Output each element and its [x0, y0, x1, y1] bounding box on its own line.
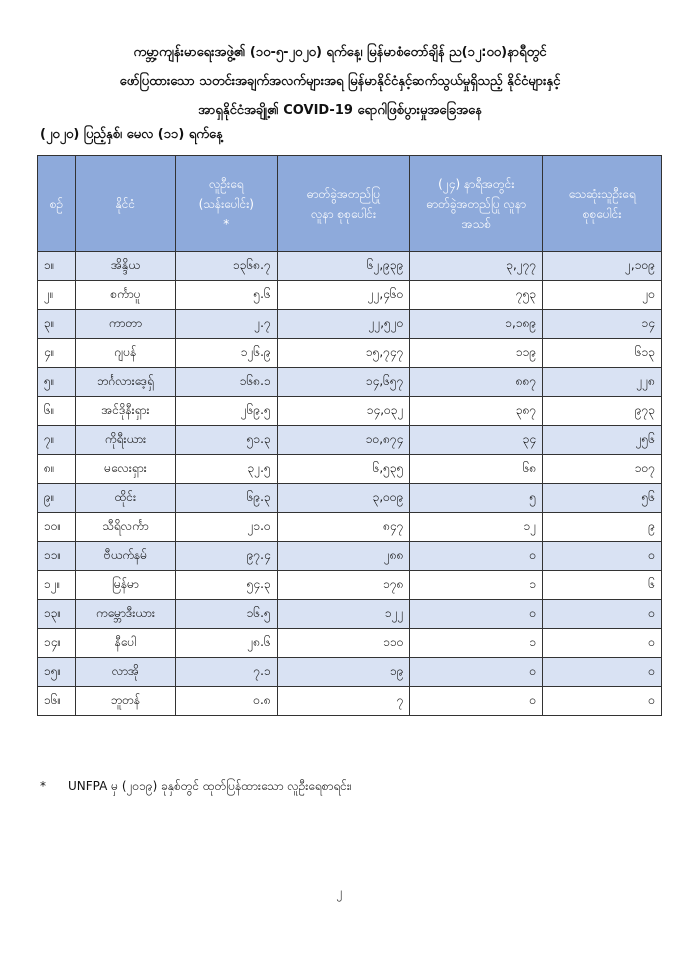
cell-new-cases: ၀: [410, 658, 543, 687]
cell-no: ၅။: [38, 368, 76, 397]
cell-no: ၁၀။: [38, 513, 76, 542]
cell-population: ၅.၆: [175, 281, 277, 310]
header-line-1: ကမ္ဘာ့ကျန်းမာရေးအဖွဲ့၏ (၁၀-၅-၂၀၂၀) ရက်နေ့၊ မြန်မာစံတော်ချိန် ည(၁၂:၀၀)နာရီတွင်: [133, 45, 547, 60]
cell-new-cases: ၀: [410, 542, 543, 571]
cell-confirmed: ၁၇၈: [277, 571, 410, 600]
cell-confirmed: ၈၄၇: [277, 513, 410, 542]
cell-population: ၅၄.၃: [175, 571, 277, 600]
cell-no: ၁၁။: [38, 542, 76, 571]
cell-new-cases: ၁၂: [410, 513, 543, 542]
cell-new-cases: ၅: [410, 484, 543, 513]
cell-population: ၀.၈: [175, 687, 277, 716]
header-line-2: ဖော်ပြထားသော သတင်းအချက်အလက်များအရ မြန်မာနိုင်ငံနှင့်ဆက်သွယ်မှုရှိသည့် နိုင်ငံများနှင့်: [119, 74, 561, 89]
table-body: [38, 252, 662, 716]
footnote: [40, 778, 352, 796]
cell-new-cases: ၀: [410, 600, 543, 629]
cell-no: ၄။: [38, 339, 76, 368]
cell-country: နီပေါ: [75, 629, 175, 658]
cell-no: ၈။: [38, 455, 76, 484]
cell-confirmed: ၁၂၂: [277, 600, 410, 629]
table-row: [38, 600, 662, 629]
cell-deaths: ၅၆: [543, 484, 662, 513]
cell-deaths: ၂၂၈: [543, 368, 662, 397]
cell-confirmed: ၁၀,၈၇၄: [277, 426, 410, 455]
table-row: [38, 513, 662, 542]
header-line-3: အာရှနိုင်ငံအချို့၏ COVID-19 ရောဂါဖြစ်ပွားမှုအခြေအနေ: [198, 103, 482, 118]
cell-confirmed: ၆၂,၉၃၉: [277, 252, 410, 281]
cell-deaths: ၀: [543, 600, 662, 629]
header-country: နိုင်ငံ: [75, 156, 175, 252]
cell-no: ၁၂။: [38, 571, 76, 600]
cell-country: မလေးရှား: [75, 455, 175, 484]
cell-population: ၂၈.၆: [175, 629, 277, 658]
cell-confirmed: ၁၁၀: [277, 629, 410, 658]
cell-country: ထိုင်း: [75, 484, 175, 513]
header-new-cases: (၂၄) နာရီအတွင်း ဓာတ်ခွဲအတည်ပြု လူနာ အသစ်: [410, 156, 543, 252]
cell-deaths: ၉: [543, 513, 662, 542]
cell-deaths: ၂၅၆: [543, 426, 662, 455]
footnote-text: UNFPA မှ (၂၀၁၉) ခုနှစ်တွင် ထုတ်ပြန်ထားသော လူဦးရေစာရင်း၊: [68, 779, 352, 793]
cell-country: သီရိလင်္ကာ: [75, 513, 175, 542]
cell-new-cases: ၆၈: [410, 455, 543, 484]
cell-country: အိန္ဒိယ: [75, 252, 175, 281]
cell-country: အင်ဒိုနီးရှား: [75, 397, 175, 426]
table-row: [38, 339, 662, 368]
header-population: လူဦးရေ (သန်းပေါင်း) *: [175, 156, 277, 252]
covid-data-table: [37, 155, 662, 716]
document-header: [30, 38, 650, 125]
cell-confirmed: ၂၂,၅၂၀: [277, 310, 410, 339]
cell-population: ၂၆၉.၅: [175, 397, 277, 426]
table-row: [38, 542, 662, 571]
cell-country: မြန်မာ: [75, 571, 175, 600]
cell-deaths: ၂,၁၀၉: [543, 252, 662, 281]
cell-no: ၂။: [38, 281, 76, 310]
cell-country: ဘင်္ဂလားဒေ့ရှ်: [75, 368, 175, 397]
table-row: [38, 426, 662, 455]
cell-no: ၁၅။: [38, 658, 76, 687]
cell-deaths: ၉၇၃: [543, 397, 662, 426]
cell-confirmed: ၁၉: [277, 658, 410, 687]
page-number: ၂: [336, 885, 343, 899]
table-row: [38, 455, 662, 484]
table-row: [38, 281, 662, 310]
header-confirmed: ဓာတ်ခွဲအတည်ပြု လူနာ စုစုပေါင်း: [277, 156, 410, 252]
cell-new-cases: ၈၈၇: [410, 368, 543, 397]
header-no: စဉ်: [38, 156, 76, 252]
table-row: [38, 368, 662, 397]
header-deaths: သေဆုံးသူဦးရေ စုစုပေါင်း: [543, 156, 662, 252]
cell-confirmed: ၆,၅၃၅: [277, 455, 410, 484]
cell-no: ၃။: [38, 310, 76, 339]
cell-confirmed: ၃,၀၀၉: [277, 484, 410, 513]
table-row: [38, 397, 662, 426]
cell-no: ၉။: [38, 484, 76, 513]
cell-no: ၁၄။: [38, 629, 76, 658]
cell-no: ၇။: [38, 426, 76, 455]
cell-country: လာအို: [75, 658, 175, 687]
table-row: [38, 310, 662, 339]
cell-population: ၆၉.၃: [175, 484, 277, 513]
table-row: [38, 629, 662, 658]
table-row: [38, 571, 662, 600]
cell-deaths: ၀: [543, 687, 662, 716]
cell-population: ၅၁.၃: [175, 426, 277, 455]
table-row: [38, 658, 662, 687]
cell-population: ၉၇.၄: [175, 542, 277, 571]
cell-country: ဘူတန်: [75, 687, 175, 716]
cell-deaths: ၆: [543, 571, 662, 600]
cell-country: ကမ္ဘောဒီးယား: [75, 600, 175, 629]
table-row: [38, 687, 662, 716]
cell-country: စင်္ကာပူ: [75, 281, 175, 310]
cell-new-cases: ၀: [410, 687, 543, 716]
cell-population: ၂.၇: [175, 310, 277, 339]
cell-population: ၇.၁: [175, 658, 277, 687]
cell-new-cases: ၁: [410, 629, 543, 658]
cell-new-cases: ၃,၂၇၇: [410, 252, 543, 281]
cell-country: ကာတာ: [75, 310, 175, 339]
cell-confirmed: ၂၈၈: [277, 542, 410, 571]
cell-confirmed: ၇: [277, 687, 410, 716]
cell-deaths: ၆၁၃: [543, 339, 662, 368]
cell-deaths: ၁၀၇: [543, 455, 662, 484]
cell-confirmed: ၁၄,၀၃၂: [277, 397, 410, 426]
cell-new-cases: ၁,၁၈၉: [410, 310, 543, 339]
cell-population: ၁၆.၅: [175, 600, 277, 629]
cell-deaths: ၀: [543, 629, 662, 658]
table-row: [38, 484, 662, 513]
cell-country: ကိုရီးယား: [75, 426, 175, 455]
table-header-row: [38, 156, 662, 252]
cell-population: ၁၆၈.၁: [175, 368, 277, 397]
cell-no: ၁။: [38, 252, 76, 281]
cell-new-cases: ၁၁၉: [410, 339, 543, 368]
cell-new-cases: ၃၈၇: [410, 397, 543, 426]
cell-population: ၃၂.၅: [175, 455, 277, 484]
cell-confirmed: ၂၂,၄၆၀: [277, 281, 410, 310]
cell-population: ၁၃၆၈.၇: [175, 252, 277, 281]
cell-new-cases: ၁: [410, 571, 543, 600]
cell-confirmed: ၁၄,၆၅၇: [277, 368, 410, 397]
report-date: (၂၀၂၀) ပြည့်နှစ်၊ မေလ (၁၁) ရက်နေ့: [40, 127, 223, 142]
cell-no: ၁၃။: [38, 600, 76, 629]
cell-country: ဂျပန်: [75, 339, 175, 368]
cell-deaths: ၀: [543, 542, 662, 571]
table-row: [38, 252, 662, 281]
cell-population: ၂၁.၀: [175, 513, 277, 542]
cell-confirmed: ၁၅,၇၄၇: [277, 339, 410, 368]
cell-deaths: ၀: [543, 658, 662, 687]
footnote-marker: *: [40, 779, 46, 793]
cell-new-cases: ၇၅၃: [410, 281, 543, 310]
cell-deaths: ၁၄: [543, 310, 662, 339]
cell-deaths: ၂၀: [543, 281, 662, 310]
cell-no: ၆။: [38, 397, 76, 426]
cell-population: ၁၂၆.၉: [175, 339, 277, 368]
cell-new-cases: ၃၄: [410, 426, 543, 455]
cell-no: ၁၆။: [38, 687, 76, 716]
cell-country: ဗီယက်နမ်: [75, 542, 175, 571]
